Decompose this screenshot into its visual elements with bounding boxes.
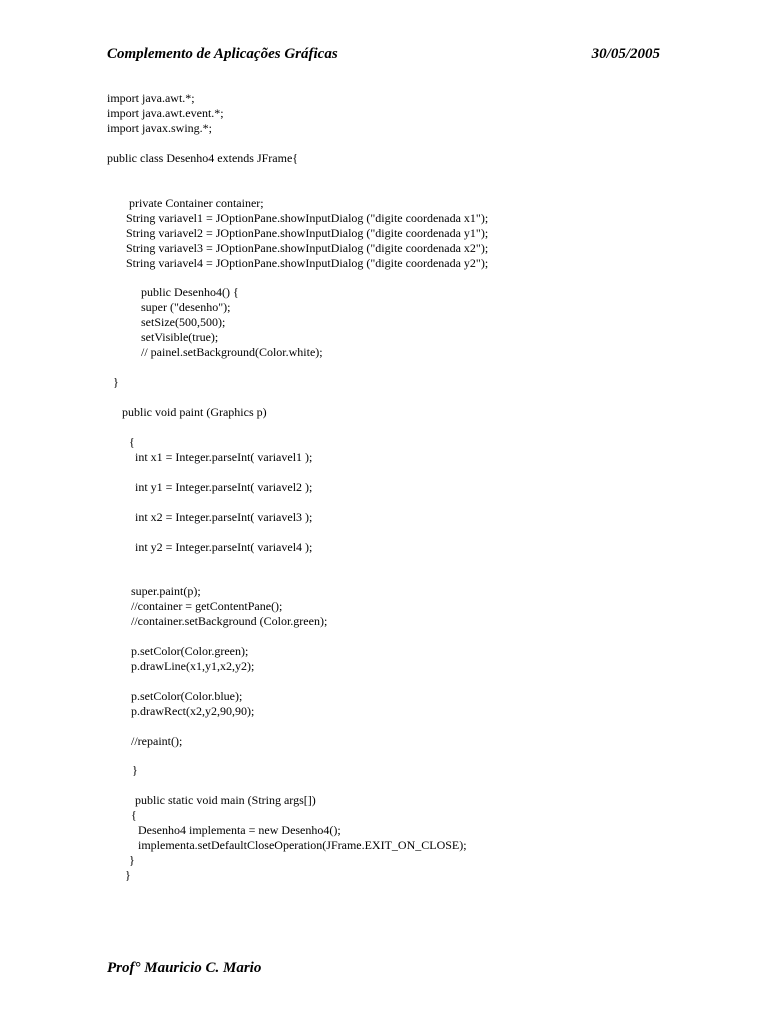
code-line: p.drawRect(x2,y2,90,90);: [131, 704, 255, 718]
document-date: 30/05/2005: [591, 46, 660, 62]
code-line: p.setColor(Color.blue);: [131, 689, 243, 703]
code-line: //container.setBackground (Color.green);: [131, 614, 328, 628]
document-title: Complemento de Aplicações Gráficas: [107, 46, 338, 62]
code-line: int y1 = Integer.parseInt( variavel2 );: [135, 480, 313, 494]
code-line: String variavel2 = JOptionPane.showInputDialog ("digite coordenada y1");: [126, 226, 489, 240]
code-line: public void paint (Graphics p): [122, 405, 267, 419]
code-line: import java.awt.*;: [107, 91, 195, 105]
code-line: setSize(500,500);: [141, 315, 226, 329]
code-line: super.paint(p);: [131, 584, 201, 598]
code-line: import javax.swing.*;: [107, 121, 212, 135]
code-line: implementa.setDefaultCloseOperation(JFrame.EXIT_ON_CLOSE);: [138, 838, 467, 852]
code-line: }: [129, 853, 135, 867]
code-line: setVisible(true);: [141, 330, 219, 344]
code-line: }: [113, 375, 119, 389]
code-line: super ("desenho");: [141, 300, 231, 314]
code-line: // painel.setBackground(Color.white);: [141, 345, 323, 359]
code-line: p.drawLine(x1,y1,x2,y2);: [131, 659, 255, 673]
code-line: public class Desenho4 extends JFrame{: [107, 151, 299, 165]
code-line: String variavel4 = JOptionPane.showInputDialog ("digite coordenada y2");: [126, 256, 489, 270]
code-line: public static void main (String args[]): [135, 793, 316, 807]
code-line: Desenho4 implementa = new Desenho4();: [138, 823, 341, 837]
code-line: public Desenho4() {: [141, 285, 239, 299]
code-line: int x1 = Integer.parseInt( variavel1 );: [135, 450, 313, 464]
code-line: {: [131, 808, 137, 822]
code-line: {: [129, 435, 135, 449]
code-line: int x2 = Integer.parseInt( variavel3 );: [135, 510, 313, 524]
code-line: }: [132, 763, 138, 777]
code-line: import java.awt.event.*;: [107, 106, 224, 120]
code-line: int y2 = Integer.parseInt( variavel4 );: [135, 540, 313, 554]
code-line: String variavel1 = JOptionPane.showInputDialog ("digite coordenada x1");: [126, 211, 489, 225]
code-line: //repaint();: [131, 734, 183, 748]
author-name: Prof° Mauricio C. Mario: [107, 960, 262, 976]
code-line: }: [125, 868, 131, 882]
page-footer: [107, 960, 261, 977]
code-line: //container = getContentPane();: [131, 599, 283, 613]
code-line: private Container container;: [129, 196, 264, 210]
code-line: String variavel3 = JOptionPane.showInputDialog ("digite coordenada x2");: [126, 241, 489, 255]
code-line: p.setColor(Color.green);: [131, 644, 249, 658]
